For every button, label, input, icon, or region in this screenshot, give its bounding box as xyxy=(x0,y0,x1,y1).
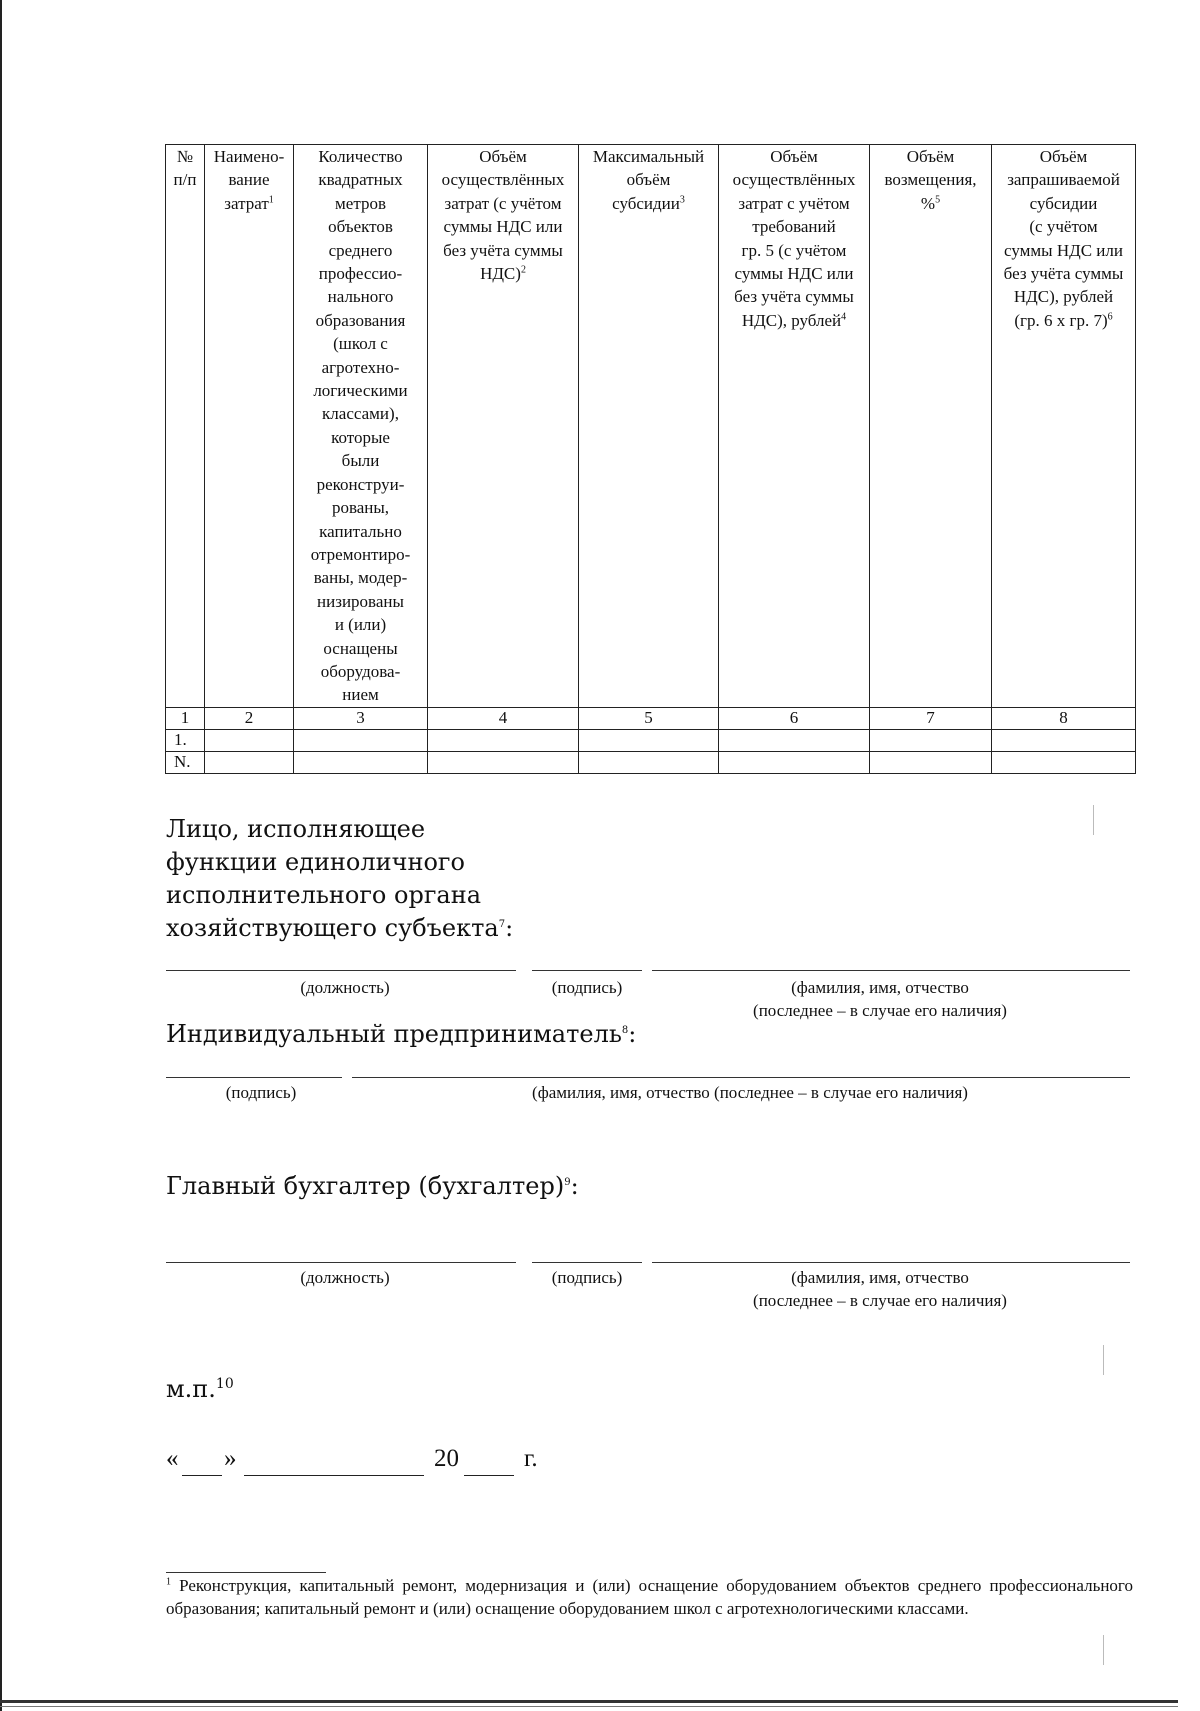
head-position-line[interactable] xyxy=(166,970,516,971)
head-name-caption: (фамилия, имя, отчество (последнее – в случае его наличия) xyxy=(753,978,1007,1020)
accountant-position-caption: (должность) xyxy=(300,1268,390,1287)
page-bottom-edge xyxy=(0,1700,1178,1703)
date-year-prefix: 20 xyxy=(434,1445,459,1472)
subsidy-calculation-table xyxy=(165,144,1136,774)
table-header-row xyxy=(166,145,1136,708)
table-cell xyxy=(870,751,992,773)
page-left-edge xyxy=(0,0,2,1711)
head-signature-title: Лицо, исполняющее функции единоличного исполнительного органа хозяйствующего субъекта$^7$: xyxy=(166,815,514,942)
table-cell xyxy=(579,751,719,773)
header-reimbursement-percent: Объём возмещения, %$^5$ xyxy=(870,145,992,708)
table-row xyxy=(166,729,1136,751)
entrepreneur-signature-caption: (подпись) xyxy=(225,1083,297,1102)
table-cell xyxy=(719,751,870,773)
header-cost-name: Наимено- вание затрат$^1$ xyxy=(205,145,294,708)
date-row xyxy=(166,1445,666,1481)
header-incurred-costs: Объём осуществлённых затрат (с учётом суммы НДС или без учёта суммы НДС)$^2$ xyxy=(428,145,579,708)
table-cell xyxy=(992,751,1136,773)
scan-mark xyxy=(1093,805,1094,835)
scan-mark xyxy=(1103,1345,1104,1375)
table-cell xyxy=(294,729,428,751)
table-cell xyxy=(719,729,870,751)
table-cell xyxy=(428,729,579,751)
table-cell: 1. xyxy=(166,729,205,751)
accountant-signature-line[interactable] xyxy=(532,1262,642,1263)
table-cell: N. xyxy=(166,751,205,773)
entrepreneur-name-line[interactable] xyxy=(352,1077,1130,1078)
column-number: 5 xyxy=(579,707,719,729)
accountant-signature-title: Главный бухгалтер (бухгалтер)$^9$: xyxy=(166,1172,579,1200)
header-row-number: № п/п xyxy=(166,145,205,708)
column-number: 2 xyxy=(205,707,294,729)
table-cell xyxy=(294,751,428,773)
column-number: 3 xyxy=(294,707,428,729)
date-year-field[interactable] xyxy=(464,1475,514,1476)
header-max-subsidy: Максимальный объём субсидии$^3$ xyxy=(579,145,719,708)
table-row xyxy=(166,751,1136,773)
table-cell xyxy=(870,729,992,751)
table-cell xyxy=(205,729,294,751)
date-open-quote: « xyxy=(166,1445,179,1472)
table-cell xyxy=(205,751,294,773)
date-year-suffix: г. xyxy=(524,1445,538,1472)
date-month-field[interactable] xyxy=(244,1475,424,1476)
stamp-place: м.п.$^{10}$ xyxy=(166,1375,234,1403)
column-number: 6 xyxy=(719,707,870,729)
table-cell xyxy=(579,729,719,751)
date-day-field[interactable] xyxy=(182,1475,222,1476)
column-number: 1 xyxy=(166,707,205,729)
header-incurred-costs-adjusted: Объём осуществлённых затрат с учётом требований гр. 5 (с учётом суммы НДС или без учёта суммы НДС), рублей$^4$ xyxy=(719,145,870,708)
table-cell xyxy=(428,751,579,773)
header-square-meters: Количество квадратных метров объектов среднего профессио- нального образования (школ с агротехно- логическими классами), которые были реконструи- рованы, капитально отремонтиро- ваны, модер- низированы и (или) оснащены оборудова- нием xyxy=(294,145,428,708)
entrepreneur-signature-title: Индивидуальный предприниматель$^8$: xyxy=(166,1020,637,1048)
accountant-position-line[interactable] xyxy=(166,1262,516,1263)
column-number-row xyxy=(166,707,1136,729)
accountant-name-line[interactable] xyxy=(652,1262,1130,1263)
column-number: 8 xyxy=(992,707,1136,729)
entrepreneur-signature-line[interactable] xyxy=(166,1077,342,1078)
column-number: 7 xyxy=(870,707,992,729)
entrepreneur-name-caption: (фамилия, имя, отчество (последнее – в случае его наличия) xyxy=(532,1083,968,1102)
head-name-line[interactable] xyxy=(652,970,1130,971)
header-requested-subsidy: Объём запрашиваемой субсидии (с учётом суммы НДС или без учёта суммы НДС), рублей (гр. 6 x гр. 7)$^6$ xyxy=(992,145,1136,708)
date-close-quote: » xyxy=(224,1445,237,1472)
footnote-1: $^1$ Реконструкция, капитальный ремонт, модернизация и (или) оснащение оборудованием объектов среднего профессионального образования; капитальный ремонт и (или) оснащение оборудованием школ с агротехнологическими классами. xyxy=(166,1576,1133,1618)
footnote-separator xyxy=(166,1572,326,1573)
head-signature-line[interactable] xyxy=(532,970,642,971)
head-signature-caption: (подпись) xyxy=(551,978,623,997)
accountant-signature-caption: (подпись) xyxy=(551,1268,623,1287)
table-cell xyxy=(992,729,1136,751)
page-bottom-edge-thin xyxy=(0,1706,1178,1707)
head-position-caption: (должность) xyxy=(300,978,390,997)
scan-mark xyxy=(1103,1635,1104,1665)
column-number: 4 xyxy=(428,707,579,729)
accountant-name-caption: (фамилия, имя, отчество (последнее – в случае его наличия) xyxy=(753,1268,1007,1310)
